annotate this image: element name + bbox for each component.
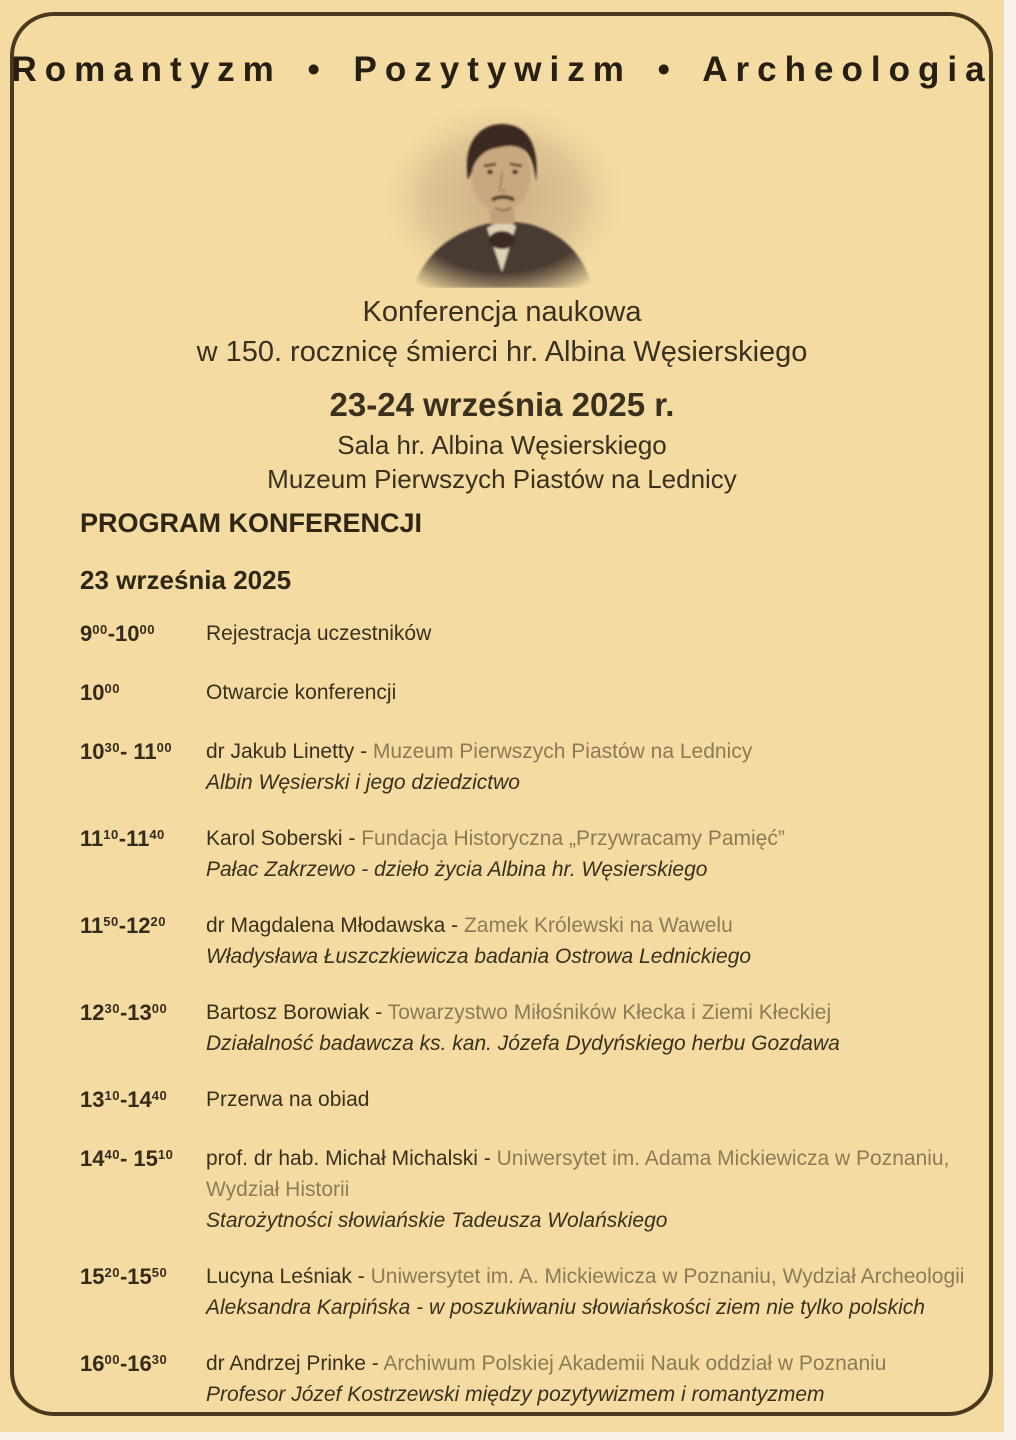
time-text: - <box>118 913 127 938</box>
affiliation-text: Uniwersytet im. A. Mickiewicza w Poznaniu, Wydział Archeologii <box>370 1265 965 1288</box>
affiliation-text: Wydział Historii <box>206 1178 350 1201</box>
portrait-photo <box>384 102 620 288</box>
time-text: - <box>119 1087 128 1112</box>
speaker-name: Bartosz Borowiak - <box>206 1001 388 1024</box>
schedule-line <box>206 1348 976 1379</box>
time-superscript: 10 <box>103 827 119 842</box>
entry-text: Rejestracja uczestników <box>206 622 432 645</box>
time-text: - <box>119 1351 128 1376</box>
talk-title: Pałac Zakrzewo - dzieło życia Albina hr. Węsierskiego <box>206 858 708 881</box>
time-superscript: 20 <box>104 1265 120 1280</box>
time-text: - <box>107 621 116 646</box>
time-text: - <box>119 1000 128 1025</box>
schedule-entry-content <box>206 677 976 711</box>
affiliation-text: Towarzystwo Miłośników Kłecka i Ziemi Kłeckiej <box>387 1001 832 1024</box>
time-text: 12 <box>126 913 151 938</box>
schedule-time <box>80 1084 206 1118</box>
schedule-line <box>206 677 976 708</box>
talk-title: Albin Węsierski i jego dziedzictwo <box>206 771 520 794</box>
schedule-row <box>80 1084 976 1118</box>
time-superscript: 40 <box>149 827 165 842</box>
schedule-time <box>80 1348 206 1410</box>
time-text: 10 <box>115 621 140 646</box>
schedule-line <box>206 1143 976 1174</box>
time-superscript: 00 <box>104 681 120 696</box>
time-text: - <box>119 1146 134 1171</box>
program-header: PROGRAM KONFERENCJI <box>80 508 423 538</box>
speaker-name: prof. dr hab. Michał Michalski - <box>206 1147 497 1170</box>
talk-title: Profesor Józef Kostrzewski między pozytywizmem i romantyzmem <box>206 1383 825 1406</box>
schedule-row <box>80 736 976 798</box>
schedule-line <box>206 997 976 1028</box>
schedule-row <box>80 1261 976 1323</box>
time-text: 15 <box>80 1264 105 1289</box>
conference-date: 23-24 września 2025 r. <box>329 386 675 423</box>
schedule-entry-content <box>206 823 976 885</box>
time-text: 11 <box>80 826 104 851</box>
speaker-name: dr Andrzej Prinke - <box>206 1352 384 1375</box>
time-text: 10 <box>80 680 105 705</box>
time-text: 9 <box>80 621 93 646</box>
venue-line-2: Muzeum Pierwszych Piastów na Lednicy <box>267 464 737 494</box>
time-superscript: 50 <box>103 914 119 929</box>
talk-title: Działalność badawcza ks. kan. Józefa Dydyńskiego herbu Gozdawa <box>206 1032 840 1055</box>
schedule-entry-content <box>206 618 976 652</box>
time-text: 16 <box>80 1351 105 1376</box>
schedule-row <box>80 910 976 972</box>
schedule-line <box>206 1174 976 1205</box>
schedule-entry-content <box>206 1143 976 1236</box>
time-text: 13 <box>127 1000 152 1025</box>
time-superscript: 00 <box>104 1352 120 1367</box>
time-text: 14 <box>80 1146 105 1171</box>
schedule-entry-content <box>206 736 976 798</box>
schedule-line <box>206 736 976 767</box>
schedule-row <box>80 823 976 885</box>
talk-title: Aleksandra Karpińska - w poszukiwaniu słowiańskości ziem nie tylko polskich <box>206 1296 925 1319</box>
talk-title: Starożytności słowiańskie Tadeusza Wolańskiego <box>206 1209 668 1232</box>
schedule-time <box>80 910 206 972</box>
time-text: 13 <box>80 1087 105 1112</box>
talk-title: Władysława Łuszczkiewicza badania Ostrowa Lednickiego <box>206 945 752 968</box>
schedule-entry-content <box>206 997 976 1059</box>
schedule-line <box>206 1292 976 1323</box>
time-text: - <box>119 1264 128 1289</box>
schedule-time <box>80 677 206 711</box>
schedule-time <box>80 618 206 652</box>
time-text: 15 <box>133 1146 158 1171</box>
schedule-line <box>206 618 976 649</box>
time-text: - <box>119 739 134 764</box>
speaker-name: Lucyna Leśniak - <box>206 1265 371 1288</box>
schedule-time <box>80 736 206 798</box>
entry-text: Otwarcie konferencji <box>206 681 397 704</box>
schedule-line <box>206 910 976 941</box>
time-superscript: 00 <box>156 740 173 755</box>
schedule-time <box>80 997 206 1059</box>
affiliation-text: Uniwersytet im. Adama Mickiewicza w Poznaniu, <box>496 1147 950 1170</box>
schedule-entry-content <box>206 1084 976 1118</box>
venue-line-1: Sala hr. Albina Węsierskiego <box>337 430 667 460</box>
time-text: 15 <box>127 1264 152 1289</box>
affiliation-text: Muzeum Pierwszych Piastów na Lednicy <box>372 740 753 763</box>
entry-text: Przerwa na obiad <box>206 1088 370 1111</box>
time-superscript: 50 <box>151 1265 168 1280</box>
schedule-line <box>206 767 976 798</box>
time-text: 11 <box>133 739 157 764</box>
time-text: 10 <box>80 739 105 764</box>
conference-title-block <box>0 292 1004 496</box>
time-superscript: 30 <box>104 740 120 755</box>
schedule-line <box>206 1205 976 1236</box>
schedule-entry-content <box>206 910 976 972</box>
time-superscript: 00 <box>92 622 108 637</box>
time-superscript: 30 <box>104 1001 120 1016</box>
time-superscript: 10 <box>157 1147 174 1162</box>
time-text: - <box>118 826 127 851</box>
schedule-time <box>80 823 206 885</box>
schedule <box>80 618 976 1410</box>
poster-headline: Romantyzm • Pozytywizm • Archeologia <box>11 50 993 89</box>
speaker-name: dr Jakub Linetty - <box>206 740 373 763</box>
schedule-line <box>206 854 976 885</box>
time-text: 12 <box>80 1000 105 1025</box>
affiliation-text: Zamek Królewski na Wawelu <box>463 914 733 937</box>
schedule-line <box>206 1084 976 1115</box>
schedule-line <box>206 823 976 854</box>
schedule-line <box>206 1379 976 1410</box>
affiliation-text: Archiwum Polskiej Akademii Nauk oddział w Poznaniu <box>383 1352 887 1375</box>
conference-title-line-2: w 150. rocznicę śmierci hr. Albina Węsierskiego <box>196 336 808 368</box>
time-text: 16 <box>127 1351 152 1376</box>
time-superscript: 10 <box>104 1088 120 1103</box>
schedule-row <box>80 677 976 711</box>
schedule-line <box>206 941 976 972</box>
time-text: 14 <box>127 1087 152 1112</box>
time-superscript: 00 <box>151 1001 168 1016</box>
schedule-time <box>80 1143 206 1236</box>
time-superscript: 20 <box>150 914 167 929</box>
schedule-row <box>80 618 976 652</box>
schedule-row <box>80 997 976 1059</box>
time-text: 11 <box>126 826 150 851</box>
schedule-line <box>206 1028 976 1059</box>
time-superscript: 40 <box>151 1088 168 1103</box>
schedule-entry-content <box>206 1261 976 1323</box>
schedule-time <box>80 1261 206 1323</box>
schedule-entry-content <box>206 1348 976 1410</box>
speaker-name: Karol Soberski - <box>206 827 362 850</box>
day-header: 23 września 2025 <box>80 565 292 595</box>
time-text: 11 <box>80 913 104 938</box>
schedule-row <box>80 1143 976 1236</box>
speaker-name: dr Magdalena Młodawska - <box>206 914 464 937</box>
schedule-row <box>80 1348 976 1410</box>
conference-title-line-1: Konferencja naukowa <box>362 296 642 328</box>
affiliation-text: Fundacja Historyczna „Przywracamy Pamięć” <box>361 827 785 850</box>
time-superscript: 40 <box>104 1147 120 1162</box>
schedule-line <box>206 1261 976 1292</box>
time-superscript: 30 <box>151 1352 168 1367</box>
venue-block <box>0 428 1004 496</box>
time-superscript: 00 <box>139 622 155 637</box>
albin-wesierski-portrait-icon <box>384 102 620 288</box>
